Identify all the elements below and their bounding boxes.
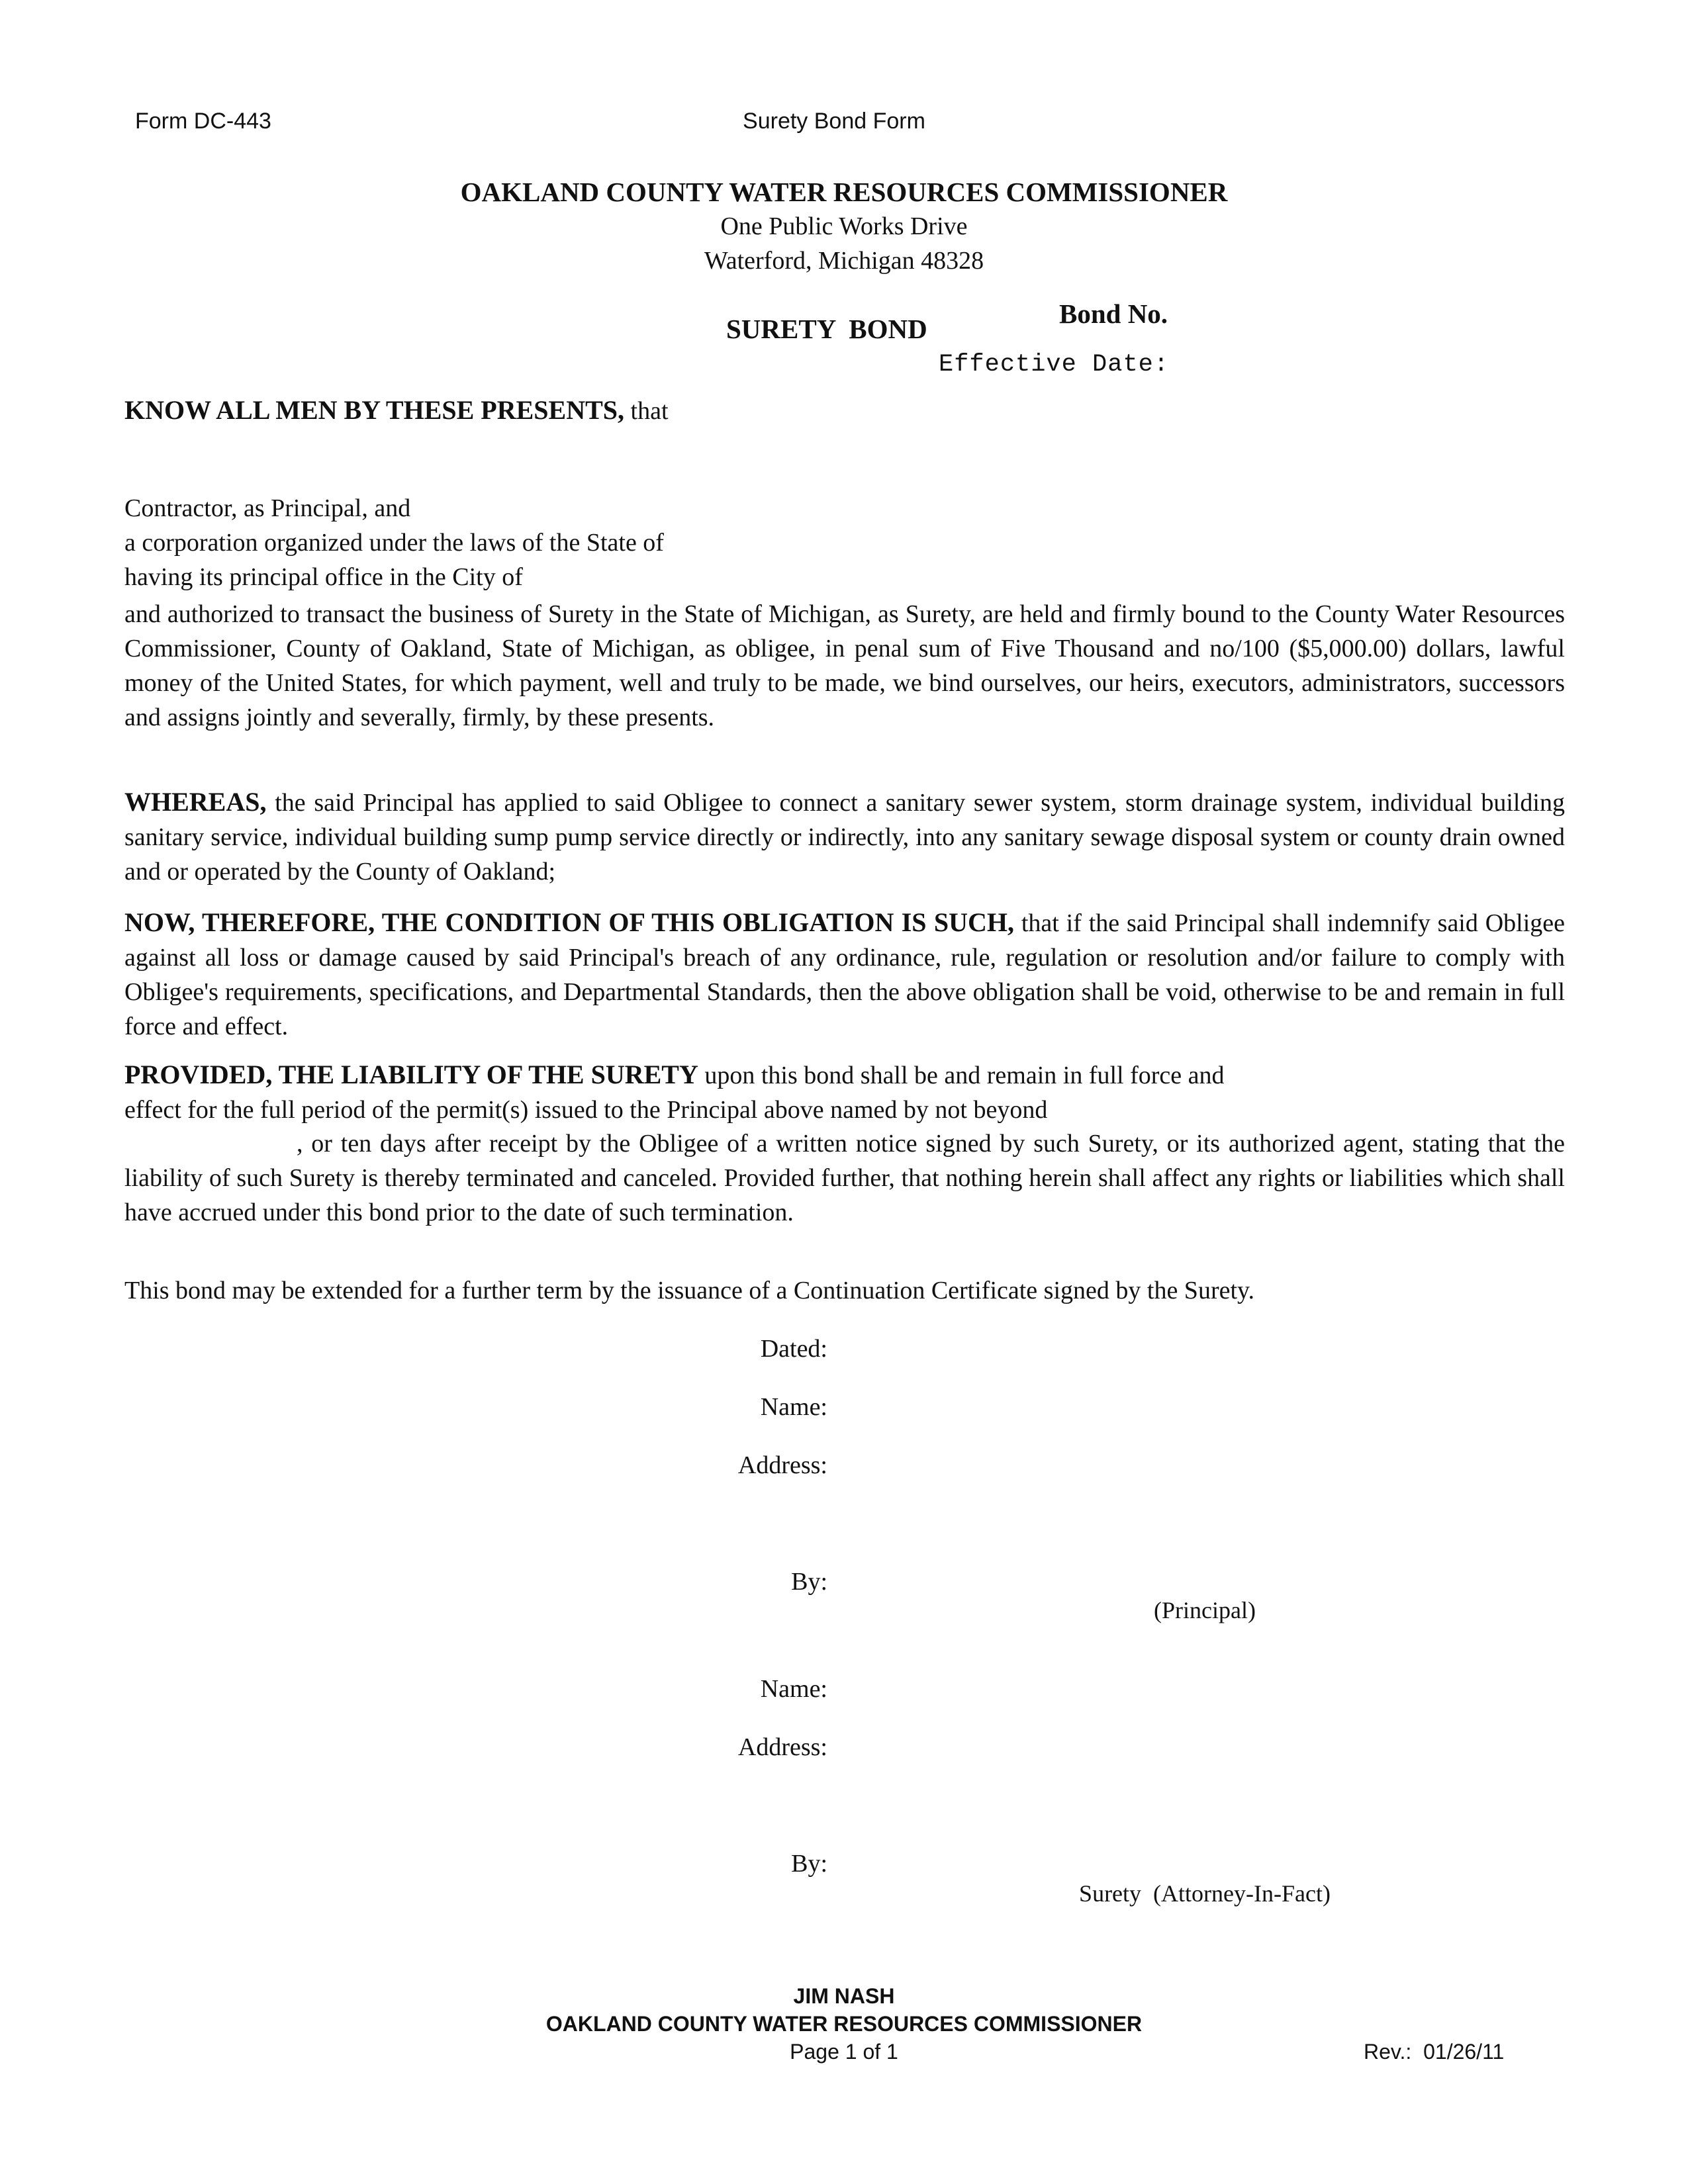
whereas-lead: WHEREAS, [124,787,267,817]
agency-address-line2: Waterford, Michigan 48328 [704,247,984,275]
provided-text-line1: upon this bond shall be and remain in full force and effect for the full period of the permit(s) issued to the Principal above named by not beyond [124,1062,1225,1124]
surety-address-label: Address: [737,1733,827,1761]
whereas-paragraph [124,785,1565,889]
footer-revision: Rev.: 01/26/11 [1364,2040,1505,2064]
form-name: Surety Bond Form [743,109,925,134]
form-number: Form DC-443 [135,109,271,134]
provided-lead: PROVIDED, THE LIABILITY OF THE SURETY [124,1060,698,1089]
bond-title: SURETY BOND [726,314,927,344]
principal-role-label: (Principal) [1154,1597,1256,1623]
intro-line [124,394,669,426]
provided-paragraph [124,1058,1237,1127]
intro-lead: KNOW ALL MEN BY THESE PRESENTS, [124,395,625,425]
surety-name-label: Name: [760,1675,827,1703]
bond-no-label: Bond No. [1059,298,1168,329]
footer-commissioner-title: OAKLAND COUNTY WATER RESOURCES COMMISSIONER [545,2012,1143,2036]
parties-line2: a corporation organized under the laws of the State of [124,529,664,557]
footer-commissioner-name: JIM NASH [793,1984,895,2008]
surety-role-label: Surety (Attorney-In-Fact) [1079,1880,1331,1907]
surety-by-label: By: [791,1850,827,1878]
principal-address-label: Address: [737,1451,827,1479]
extension-text: This bond may be extended for a further term by the issuance of a Continuation Certificate signed by the Surety. [124,1277,1255,1304]
intro-tail: that [630,397,669,425]
now-therefore-text: that if the said Principal shall indemnify said Obligee against all loss or damage caused by said Principal's breach of any ordinance, rule, regulation or resolution and/or failure to comply with Obligee's requirements, specifications, and Departmental Standards, then the above obligation shall be void, otherwise to be and remain in full force and effect. [124,909,1565,1040]
dated-label: Dated: [760,1335,827,1363]
agency-address-line1: One Public Works Drive [720,212,968,240]
now-therefore-paragraph [124,905,1565,1044]
provided-continuation [124,1126,1565,1230]
parties-continuation: and authorized to transact the business of Surety in the State of Michigan, as Surety, are held and firmly bound to the County Water Resources Commissioner, County of Oakland, State of Michigan, as obligee, in penal sum of Five Thousand and no/100 ($5,000.00) dollars, lawful money of the United States, for which payment, well and truly to be made, we bind ourselves, our heirs, executors, administrators, successors and assigns jointly and severally, firmly, by these presents. [124,600,1565,731]
now-therefore-lead: NOW, THEREFORE, THE CONDITION OF THIS OBLIGATION IS SUCH, [124,907,1014,937]
principal-name-label: Name: [760,1393,827,1421]
principal-by-label: By: [791,1568,827,1596]
agency-name: OAKLAND COUNTY WATER RESOURCES COMMISSIONER [460,177,1228,207]
footer-page-number: Page 1 of 1 [790,2040,898,2064]
effective-date-label: Effective Date: [939,351,1170,379]
whereas-text: the said Principal has applied to said Obligee to connect a sanitary sewer system, storm drainage system, individual building sanitary service, individual building sump pump service directly or indirectly, into any sanitary sewage disposal system or county drain owned and or operated by the County of Oakland; [124,789,1565,886]
parties-line1: Contractor, as Principal, and [124,494,411,522]
parties-line3: having its principal office in the City of [124,563,523,591]
provided-text-line2: , or ten days after receipt by the Obligee of a written notice signed by such Surety, or its authorized agent, stating that the liability of such Surety is thereby terminated and canceled. Provided further, that nothing herein shall affect any rights or liabilities which shall have accrued under this bond prior to the date of such termination. [124,1130,1565,1226]
